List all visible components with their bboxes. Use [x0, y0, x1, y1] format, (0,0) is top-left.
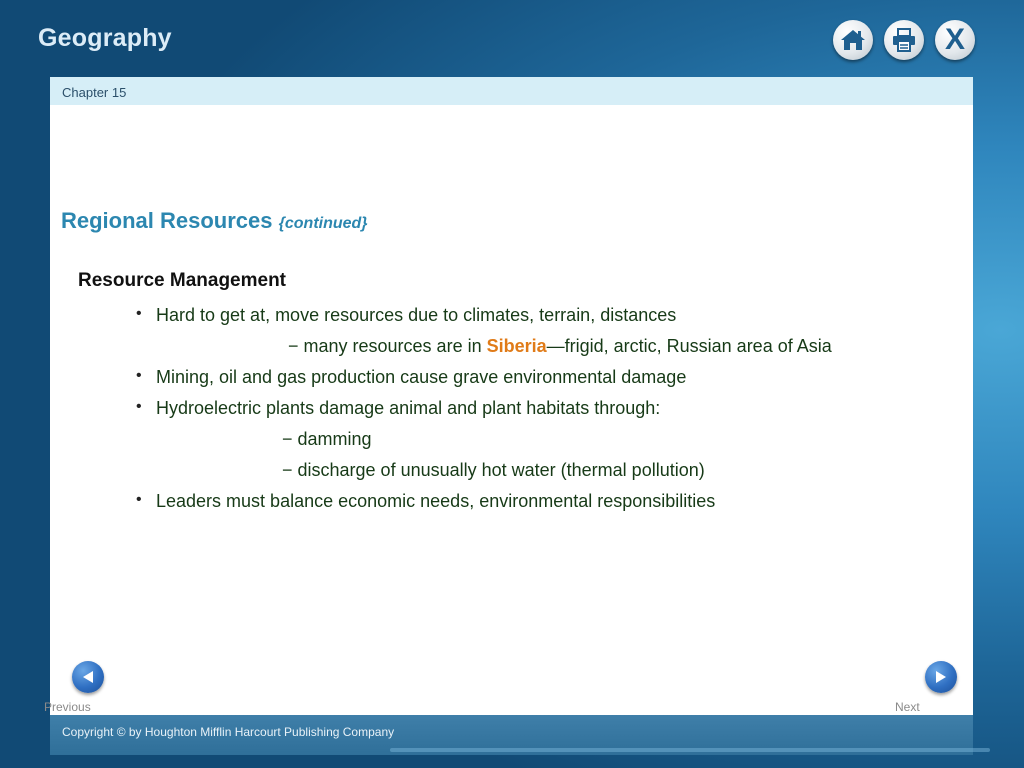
copyright-text: Copyright © by Houghton Mifflin Harcourt Publishing Company: [62, 725, 395, 739]
slide-panel: [50, 77, 973, 715]
section-heading: Resource Management: [78, 270, 287, 291]
bullet-item: [136, 367, 687, 388]
slide-title-suffix: {continued}: [278, 215, 368, 232]
left-arrow-icon: [80, 669, 96, 685]
sub-bullet-item: [288, 336, 832, 357]
sub-bullet-suffix: —frigid, arctic, Russian area of Asia: [546, 336, 832, 356]
printer-icon: [891, 28, 917, 52]
bullet-glyph: •: [136, 491, 142, 508]
bullet-item: [136, 305, 677, 326]
slide-title-text: Regional Resources: [61, 208, 273, 233]
bullet-text: Leaders must balance economic needs, environmental responsibilities: [156, 491, 716, 511]
bullet-glyph: •: [136, 398, 142, 415]
next-label[interactable]: Next: [895, 700, 920, 714]
previous-label[interactable]: Previous: [44, 700, 91, 714]
right-arrow-icon: [933, 669, 949, 685]
close-icon: X: [944, 23, 965, 56]
next-button[interactable]: [925, 661, 957, 693]
bullet-glyph: •: [136, 305, 142, 322]
chapter-bar: [50, 77, 973, 105]
previous-button[interactable]: [72, 661, 104, 693]
home-icon: [840, 28, 866, 52]
sub-bullet-text: − discharge of unusually hot water (thermal pollution): [282, 460, 705, 480]
sub-bullet-item: [282, 429, 372, 450]
highlight-term: Siberia: [486, 336, 547, 356]
home-button[interactable]: [833, 20, 873, 60]
bullet-item: [136, 491, 716, 512]
bullet-item: [136, 398, 661, 419]
bullet-text: Hard to get at, move resources due to climates, terrain, distances: [156, 305, 677, 325]
bullet-glyph: •: [136, 367, 142, 384]
sub-bullet-prefix: − many resources are in: [288, 336, 487, 356]
footer-bar: [50, 715, 973, 755]
footer-divider: [390, 748, 990, 752]
bullet-text: Mining, oil and gas production cause grave environmental damage: [156, 367, 687, 387]
slide-title: [61, 208, 368, 234]
sub-bullet-text: − damming: [282, 429, 372, 449]
bullet-text: Hydroelectric plants damage animal and plant habitats through:: [156, 398, 661, 418]
sub-bullet-item: [282, 460, 705, 481]
app-title: Geography: [38, 24, 172, 52]
close-button[interactable]: [935, 20, 975, 60]
print-button[interactable]: [884, 20, 924, 60]
chapter-label: Chapter 15: [62, 85, 127, 100]
